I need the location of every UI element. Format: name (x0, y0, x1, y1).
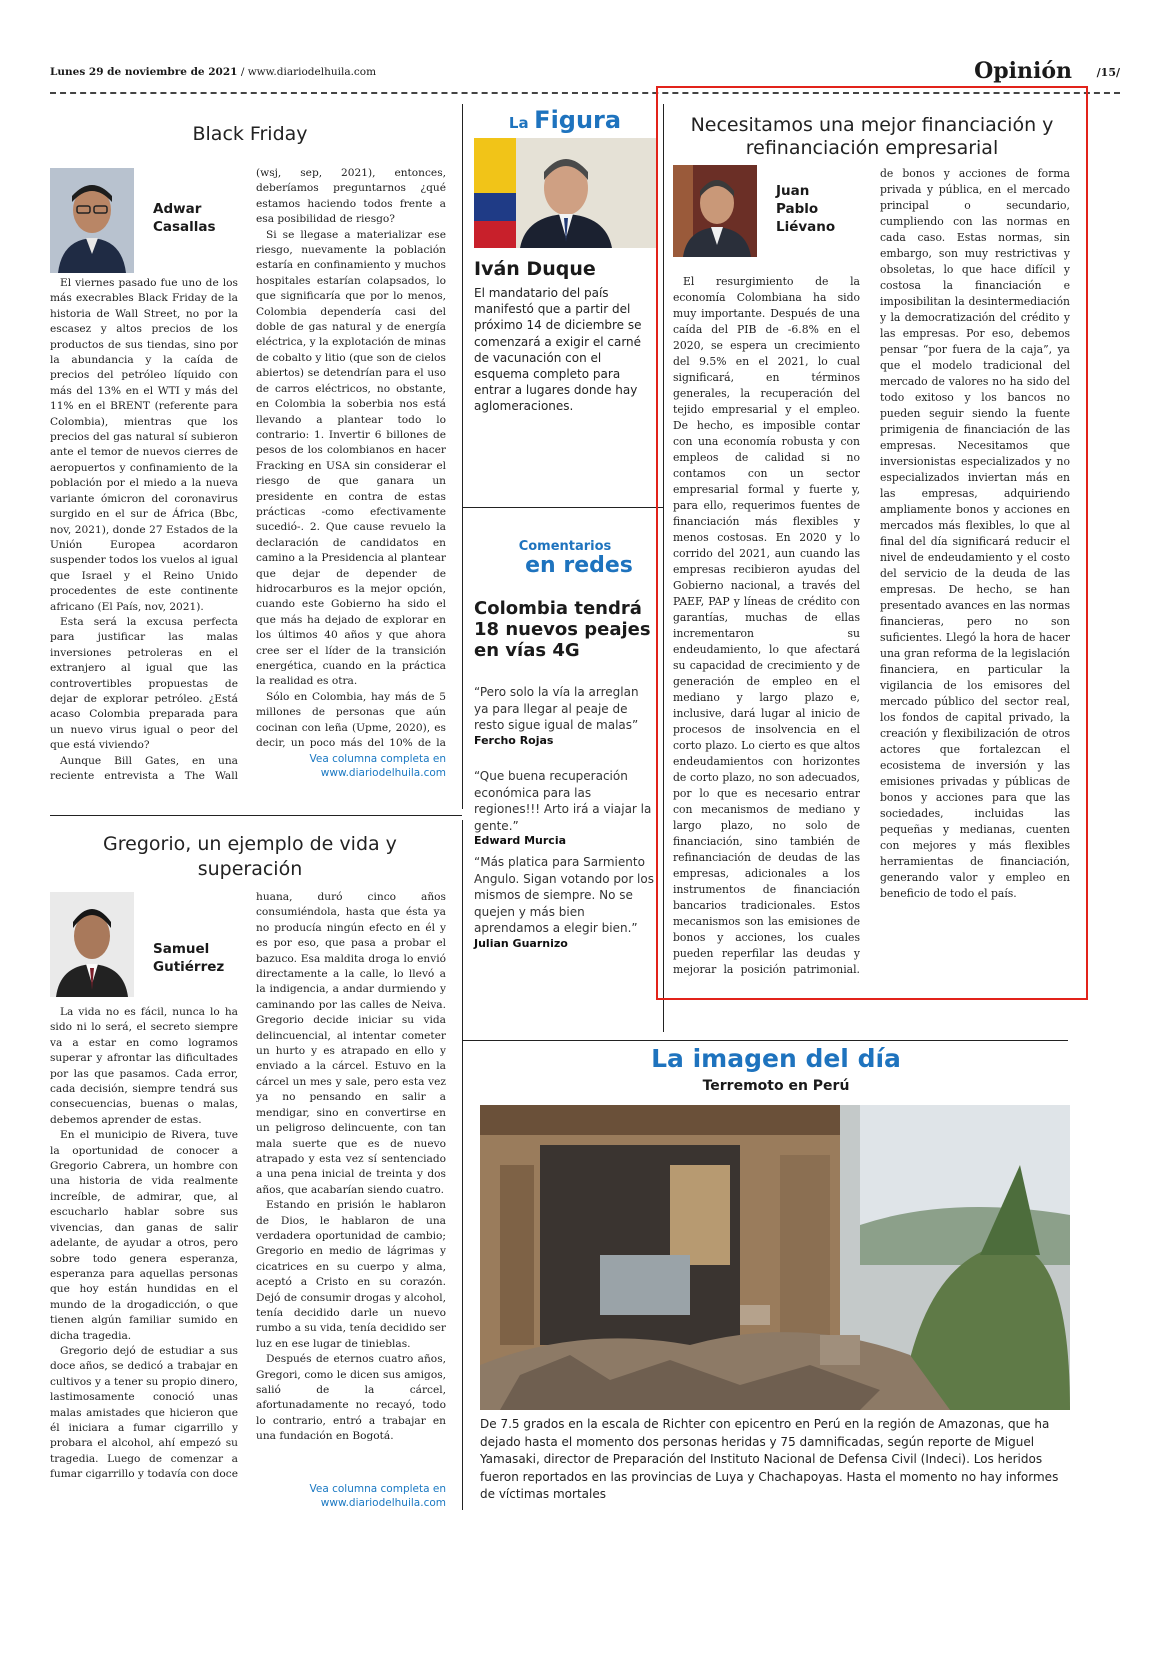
comment-item: “Pero solo la vía la arreglan ya para llegar al peaje de resto sigue igual de malas” Fercho Rojas (474, 685, 639, 747)
comment-item: “Que buena recuperación económica para las regiones!!! Arto irá a viajar la gente.” Edward Murcia (474, 769, 652, 847)
section-title: Opinión (974, 58, 1072, 84)
article-body-black-friday-col2: (wsj, sep, 2021), entonces, deberíamos preguntarnos ¿qué estamos haciendo todos frente a esa posibilidad de riesgo? Si se llegase a materializar ese riesgo, nuevamente la población estaría en confinamiento y muchos hospitales estarían colapsados, lo que significaría que por lo menos, Colombia dependería casi del doble de gas natural y de energía eléctrica, y la explotación de minas de cobalto y litio (que son de cielos abiertos) se detendrían para el uso de carros eléctricos, no obstante, en Colombia la soberbia nos está llevando a plantear todo lo contrario: 1. Invertir 6 billones de pesos de los colombianos en hacer Fracking en USA sin considerar el riesgo de que ganara un presidente en contra de estas prácticas -como efectivamente sucedió-. 2. Que cause revuelo la declaración de candidatos en camino a la Presidencia al plantear que dejar de depender de hidrocarburos es la mejor opción, cuando este Gobierno ha sido el que más ha dejado de explorar en los últimos 40 años y que ahora cree ser el líder de la transición energética, cuando en la práctica la realidad es otra. Sólo en Colombia, hay más de 5 millones de personas que aún cocinan con leña (Upme, 2020), es decir, un poco más del 10% de la (256, 167, 446, 749)
page-number: /15/ (1096, 66, 1120, 79)
figura-section-title: La Figura (508, 106, 622, 134)
section-divider (463, 507, 663, 508)
figura-text: El mandatario del país manifestó que a partir del próximo 14 de diciembre se comenzará a exigir el carné de vacunación con el esquema completo para entrar a lugares donde hay aglomeraciones. (474, 286, 642, 414)
portrait-icon (50, 168, 134, 273)
author-name-adwar-casallas: Adwar Casallas (153, 201, 216, 235)
column-divider (462, 820, 463, 1510)
article-body-financiacion-col1: El resurgimiento de la economía Colombiana ha sido muy importante. Después de una caída del PIB de -6.8% en el 2020, se espera un crecimiento del 9.5% en el 2021, lo cual significará, en términos generales, la recuperación del tejido empresarial y el empleo. De hecho, es imposible contar con una economía robusta y con empleos de calidad si no contamos con un sector empresarial formal y fuerte y, para ello, requerimos fuentes de financiación más flexibles y menos costosas. En 2020 y lo corrido del 2021, aun cuando las empresas recibieron ayudas del Gobierno nacional, a través del PAEF, PAP y líneas de crédito con garantías, muchas de ellas incrementaron su endeudamiento, lo que afectará su capacidad de crecimiento y de generación de empleo en el mediano y largo plazo e, inclusive, dará lugar al inicio de procesos de insolvencia en el corto plazo. Lo cierto es que altos endeudamientos con horizontes de corto plazo, no son adecuados, por lo que es necesario entrar con mecanismos de mediano y largo plazo, no solo de financiación, sino también de refinanciación de deudas de las empresas, adicionales a los instrumentos de financiación bancarios tradicionales. Estos mecanismos son las emisiones de bonos y acciones, los cuales pueden reperfilar las deudas y mejorar la posición patrimonial. (673, 275, 860, 976)
imagen-subtitle: Terremoto en Perú (702, 1078, 850, 1094)
portrait-icon (50, 892, 134, 997)
article-body-financiacion-col2: de bonos y acciones de forma privada y pública, en el mercado principal o secundario, cumpliendo con las normas en cada caso. Estas normas, sin embargo, son muy restrictivas y obsoletas, lo que hace difícil y costosa la financiación e imposibilitan la desintermediación y la democratización del crédito y las empresas. Por eso, debemos pensar “por fuera de la caja”, ya que el modelo tradicional del mercado de valores no ha sido del todo exitoso y los bancos no pueden seguir siendo la fuente primigenia de financiación de las empresas. Necesitamos que inversionistas especializados y no especializados inviertan más en las empresas, adquiriendo ampliamente bonos y acciones en mercados más flexibles, lo que al final del día significará reducir el nivel de endeudamiento y el costo del servicio de la deuda de las empresas. De hecho, se han presentado avances en las normas financieras, pero no son suficientes. Llegó la hora de hacer una gran reforma de la legislación financiera, en particular la vigilancia de los emisores del mercado público del sector real, los fondos de capital privado, la creación y flexibilización de otros actores que fortalezcan el ecosistema de inversión y las emisiones privadas y públicas de bonos y acciones para que las sociedades, incluidas las pequeñas y medianas, cuenten con mejores y más flexibles herramientas de financiación, generando valor y empleo en beneficio de todo el país. (880, 167, 1070, 900)
article-title-black-friday: Black Friday (192, 123, 308, 145)
imagen-caption: De 7.5 grados en la escala de Richter con epicentro en Perú en la región de Amazonas, que ha dejado hasta el momento dos personas heridas y 75 damnificadas, según reporte de Miguel Yamasaki, director de Preparación del Instituto Nacional de Defensa Civil (Indeci). Los heridos fueron reportados en las provincias de Luya y Chachapoyas. Hasta el momento no hay informes de víctimas mortales (480, 1417, 1059, 1501)
figura-name: Iván Duque (474, 258, 596, 280)
imagen-section-title: La imagen del día (651, 1044, 901, 1073)
redes-headline: Colombia tendrá 18 nuevos peajes en vías 4G (474, 598, 651, 661)
column-divider (462, 104, 463, 809)
comment-item: “Más platica para Sarmiento Angulo. Sigan votando por los mismos de siempre. No se quejen y más bien aprendamos a elegir bien.” Julian Guarnizo (474, 855, 654, 950)
author-photo-adwar-casallas (50, 168, 134, 273)
earthquake-image-icon (480, 1105, 1070, 1410)
portrait-icon (673, 165, 757, 257)
read-more-link-gregorio[interactable]: Vea columna completa en www.diariodelhuila.com (309, 1483, 446, 1509)
article-body-gregorio-col1: La vida no es fácil, nunca lo ha sido ni lo será, el secreto siempre va a estar en como logramos superar y afrontar las dificultades por las que pasamos. Cada error, cada decisión, siempre tendrá sus consecuencias, buenas o malas, debemos aprender de estas. En el municipio de Rivera, tuve la oportunidad de conocer a Gregorio Cabrera, un hombre con una historia de vida realmente increíble, de admirar, que, al escucharlo hablar sobre sus vivencias, dan ganas de salir adelante, de ayudar a otros, pero sobre todo genera esperanza, esperanza para aquellas personas que hoy están hundidas en el mundo de la drogadicción, o que tienen algún familiar sumido en dicha tragedia. Gregorio dejó de estudiar a sus doce años, se dedicó a trabajar en cultivos y a tener su propio dinero, lastimosamente conoció unas malas amistades que hicieron que él iniciara a fumar cigarrillo y probara el alcohol, ahí empezó su tragedia. Luego de comenzar a fumar cigarrillo y todavía con doce (50, 1006, 238, 1481)
redes-section-title: Comentarios en redes (518, 539, 633, 578)
figura-photo-ivan-duque (474, 138, 656, 248)
article-body-black-friday-col1: El viernes pasado fue uno de los más execrables Black Friday de la historia de Wall Street, no por la escasez y altos precios de los productos de sus tiendas, sino por la abundancia y la caída de precios del petróleo líquido con más del 13% en el WTI y más del 11% en el BRENT (referente para Colombia), mientras que los precios del gas natural sí subieron ante el temor de nuevos cierres de aeropuertos y confinamiento de la población por el miedo a la nueva variante ómicron del coronavirus surgido en el sur de África (Bbc, nov, 2021), donde 27 Estados de la Unión Europea acordaron suspender todos los vuelos al igual que Israel y el Reino Unido procedentes de este continente africano (El País, nov, 2021). Esta será la excusa perfecta para justificar las malas inversiones petroleras en el extranjero al igual que las controvertibles propuestas de dejar de explorar petróleo. ¿Está acaso Colombia preparada para un nuevo virus igual o peor del que está viviendo? Aunque Bill Gates, en una reciente entrevista a The Wall (50, 277, 238, 781)
header-date: Lunes 29 de noviembre de 2021 / www.diariodelhuila.com (50, 66, 377, 78)
portrait-icon (474, 138, 656, 248)
earthquake-photo (480, 1105, 1070, 1410)
article-title-gregorio: Gregorio, un ejemplo de vida y superación (103, 833, 397, 880)
author-name-samuel-gutierrez: Samuel Gutiérrez (153, 941, 225, 975)
article-title-financiacion: Necesitamos una mejor financiación y refinanciación empresarial (690, 114, 1054, 159)
article-body-gregorio-col2: huana, duró cinco años consumiéndola, hasta que ésta ya no producía ningún efecto en él y es por eso, que pasa a probar el bazuco. Esa maldita droga lo envió directamente a la calle, lo llevó a la indigencia, a andar durmiendo y caminando por las calles de Neiva. Gregorio decide iniciar su vida delincuencial, al intentar cometer un hurto y es atrapado en ello y enviado a la cárcel. Estuvo en la cárcel un mes y sale, pero esta vez ya no pensando en salir a mendigar, sino en convertirse en un peligroso delincuente, con tan mala suerte que es de nuevo atrapado y esta vez sí sentenciado a una pena inicial de treinta y dos años, que acabarían siendo cuatro. Estando en prisión le hablaron de Dios, le hablaron de una verdadera oportunidad de cambio; Gregorio en medio de lágrimas y cicatrices en su cuerpo y alma, aceptó a Cristo en su corazón. Dejó de consumir drogas y alcohol, tenía decidido darle un nuevo rumbo a su vida, tenía decidido ser luz en ese lugar de tinieblas. Después de eternos cuatro años, Gregori, como le dicen sus amigos, salió de la cárcel, afortunadamente no recayó, todo lo contrario, entró a trabajar en una fundación en Bogotá. (256, 891, 446, 1443)
section-divider (463, 1040, 1068, 1041)
author-photo-samuel-gutierrez (50, 892, 134, 997)
read-more-link-black-friday[interactable]: Vea columna completa en www.diariodelhuila.com (309, 753, 446, 779)
author-name-juan-pablo-lievano: Juan Pablo Liévano (776, 183, 836, 235)
section-divider (50, 815, 462, 816)
author-photo-juan-pablo-lievano (673, 165, 757, 257)
